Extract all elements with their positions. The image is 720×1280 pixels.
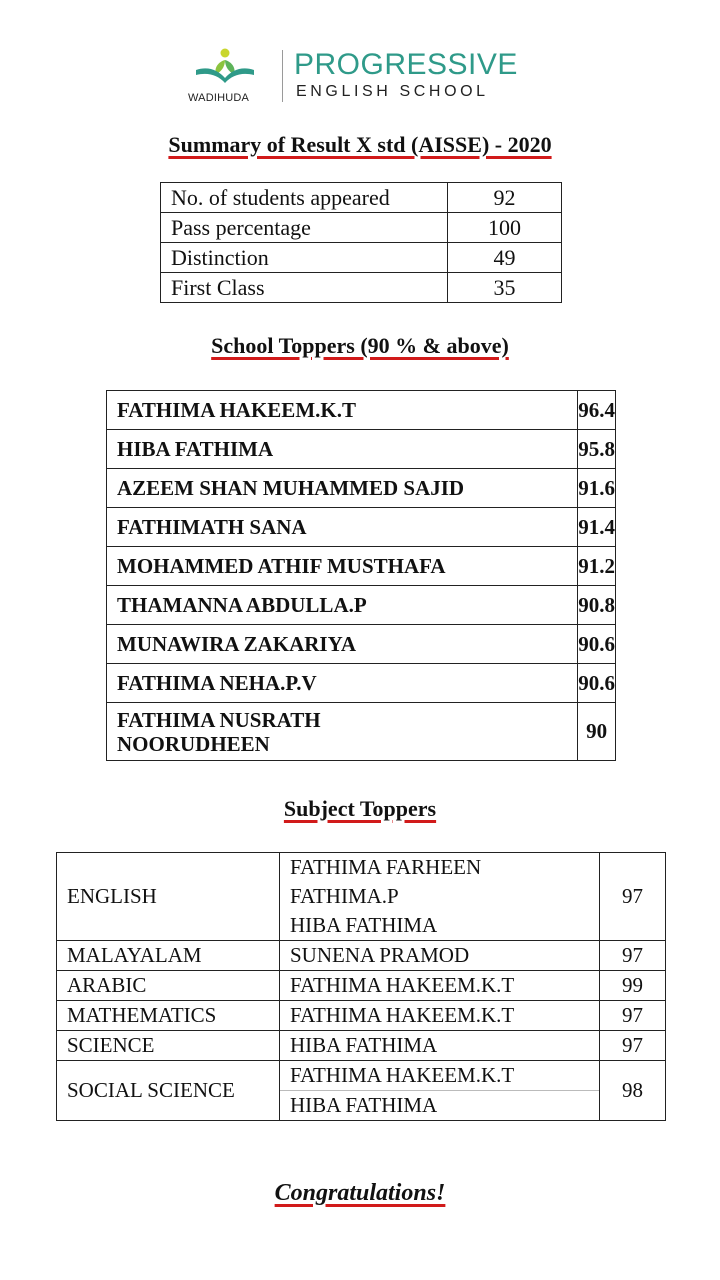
summary-label: First Class xyxy=(161,273,448,303)
table-row xyxy=(161,243,562,273)
table-row xyxy=(107,469,616,508)
subject-toppers-table xyxy=(56,852,666,1121)
subject-topper-name: HIBA FATHIMA xyxy=(280,911,600,941)
subject-topper-name: FATHIMA HAKEEM.K.T xyxy=(280,1001,600,1031)
summary-label: No. of students appeared xyxy=(161,183,448,213)
topper-score: 90.8 xyxy=(578,586,616,625)
subject-name: SOCIAL SCIENCE xyxy=(57,1061,280,1121)
logo-divider xyxy=(282,50,283,102)
table-row xyxy=(107,391,616,430)
topper-name: FATHIMA NUSRATH NOORUDHEEN xyxy=(107,703,576,761)
table-row xyxy=(107,508,616,547)
summary-label: Pass percentage xyxy=(161,213,448,243)
subject-mark: 98 xyxy=(600,1061,666,1121)
subject-mark: 97 xyxy=(600,1001,666,1031)
congratulations-text: Congratulations! xyxy=(274,1180,446,1206)
school-name: PROGRESSIVE xyxy=(294,48,518,81)
table-row xyxy=(57,1001,666,1031)
topper-name: FATHIMA NEHA.P.V xyxy=(107,664,576,703)
table-row xyxy=(107,547,616,586)
subject-topper-name: FATHIMA.P xyxy=(280,882,600,911)
table-row xyxy=(107,430,616,469)
table-row xyxy=(161,213,562,243)
summary-value: 100 xyxy=(448,213,562,243)
topper-name: HIBA FATHIMA xyxy=(107,430,576,469)
summary-value: 35 xyxy=(448,273,562,303)
topper-name: AZEEM SHAN MUHAMMED SAJID xyxy=(107,469,576,508)
subject-mark: 97 xyxy=(600,941,666,971)
table-row xyxy=(107,625,616,664)
table-row xyxy=(107,586,616,625)
subject-name: MATHEMATICS xyxy=(57,1001,280,1031)
summary-heading: Summary of Result X std (AISSE) - 2020 xyxy=(168,132,552,157)
school-tagline: ENGLISH SCHOOL xyxy=(296,83,489,100)
summary-table xyxy=(160,182,562,303)
topper-name: THAMANNA ABDULLA.P xyxy=(107,586,576,625)
subject-name: MALAYALAM xyxy=(57,941,280,971)
table-row xyxy=(57,941,666,971)
topper-score: 90.6 xyxy=(578,664,616,703)
subject-topper-name: FATHIMA FARHEEN xyxy=(280,853,600,883)
subject-mark: 97 xyxy=(600,1031,666,1061)
subject-topper-name: SUNENA PRAMOD xyxy=(280,941,600,971)
subject-topper-name: HIBA FATHIMA xyxy=(280,1091,600,1121)
logo-subtitle: WADIHUDA xyxy=(188,92,250,104)
table-row xyxy=(57,1061,666,1091)
table-row xyxy=(57,1031,666,1061)
topper-name: MOHAMMED ATHIF MUSTHAFA xyxy=(107,547,576,586)
open-book-leaf-icon xyxy=(194,48,256,88)
school-toppers-heading: School Toppers (90 % & above) xyxy=(211,333,509,358)
table-row xyxy=(161,273,562,303)
table-row xyxy=(57,853,666,883)
topper-name: MUNAWIRA ZAKARIYA xyxy=(107,625,576,664)
subject-name: ARABIC xyxy=(57,971,280,1001)
table-row xyxy=(107,703,616,761)
topper-score: 91.4 xyxy=(578,508,616,547)
subject-name: ENGLISH xyxy=(57,853,280,941)
table-row xyxy=(107,664,616,703)
subject-topper-name: FATHIMA HAKEEM.K.T xyxy=(280,971,600,1001)
subject-topper-name: HIBA FATHIMA xyxy=(280,1031,600,1061)
summary-value: 49 xyxy=(448,243,562,273)
table-row xyxy=(161,183,562,213)
school-logo xyxy=(188,48,518,106)
topper-name: FATHIMATH SANA xyxy=(107,508,576,547)
topper-name: FATHIMA HAKEEM.K.T xyxy=(107,391,576,430)
topper-score: 90 xyxy=(578,703,616,761)
summary-label: Distinction xyxy=(161,243,448,273)
topper-score: 90.6 xyxy=(578,625,616,664)
subject-topper-name: FATHIMA HAKEEM.K.T xyxy=(280,1061,600,1091)
topper-score: 91.6 xyxy=(578,469,616,508)
topper-score: 96.4 xyxy=(578,391,616,430)
subject-toppers-heading: Subject Toppers xyxy=(283,796,437,821)
school-toppers-table xyxy=(106,390,616,761)
subject-mark: 97 xyxy=(600,853,666,941)
topper-score: 91.2 xyxy=(578,547,616,586)
subject-mark: 99 xyxy=(600,971,666,1001)
topper-score: 95.8 xyxy=(578,430,616,469)
table-row xyxy=(57,971,666,1001)
subject-name: SCIENCE xyxy=(57,1031,280,1061)
summary-value: 92 xyxy=(448,183,562,213)
